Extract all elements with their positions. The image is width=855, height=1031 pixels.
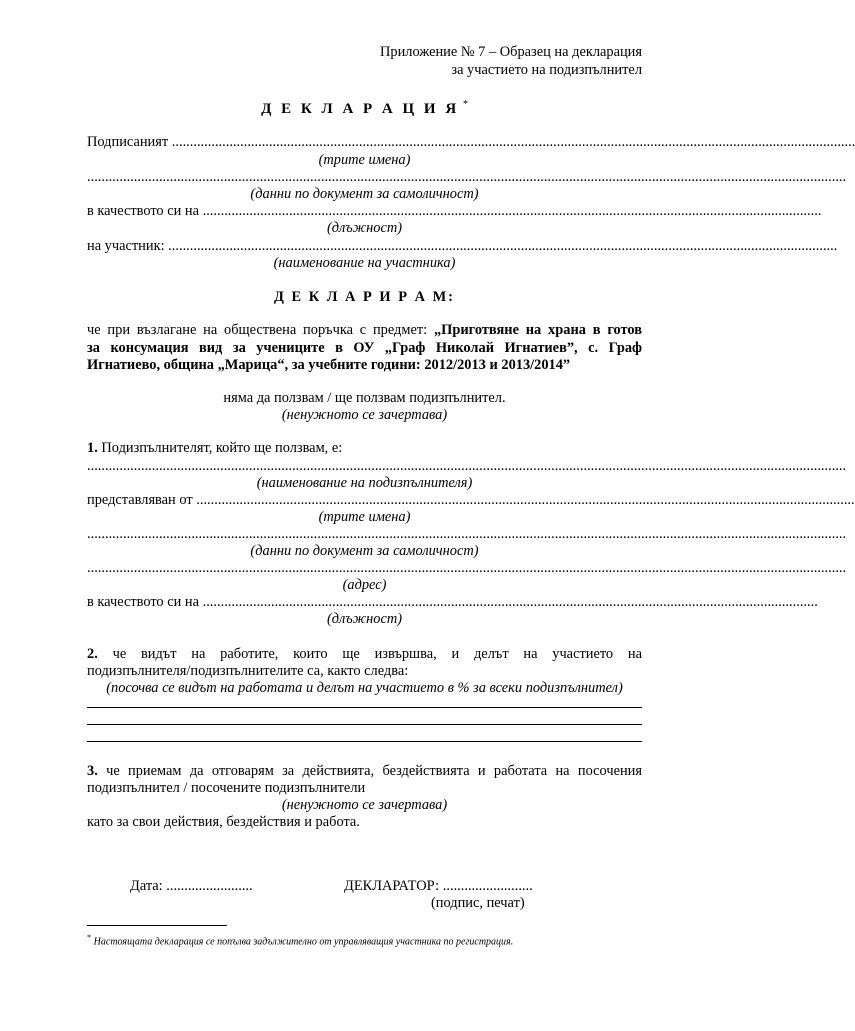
item1-heading bbox=[87, 440, 342, 457]
participant-line: на участник: .......................................................................................................................................................................................... bbox=[87, 238, 838, 254]
item3-number: 3. bbox=[87, 763, 98, 779]
date-field: Дата: ........................ bbox=[130, 878, 253, 894]
item3-line3: като за свои действия, бездействия и работа. bbox=[87, 814, 360, 830]
procurement-subject: „Приготвяне на храна в готов bbox=[433, 322, 642, 338]
procurement-line2: за консумация вид за учениците в ОУ „Граф Николай Игнатиев”, с. Граф bbox=[87, 340, 642, 356]
address-line: ................................................................................................................................................................................................................... bbox=[87, 560, 847, 576]
represented-names-hint: (трите имена) bbox=[318, 509, 411, 525]
declarant-field: ДЕКЛАРАТОР: ......................... bbox=[344, 878, 533, 894]
subcontractor-position-hint: (длъжност) bbox=[326, 611, 403, 627]
id-hint: (данни по документ за самоличност) bbox=[250, 186, 479, 202]
item1-text: Подизпълнителят, който ще ползвам, е: bbox=[101, 440, 343, 456]
subcontractor-id-hint: (данни по документ за самоличност) bbox=[250, 543, 479, 559]
procurement-line1 bbox=[87, 322, 642, 339]
sign-hint: (подпис, печат) bbox=[431, 895, 525, 911]
participant-hint: (наименование на участника) bbox=[273, 255, 456, 271]
annex-header-line1: Приложение № 7 – Образец на декларация bbox=[380, 44, 642, 60]
capacity-label: в качеството си на bbox=[87, 203, 200, 219]
answer-line-1 bbox=[87, 707, 642, 708]
item3-line1: 3. че приемам да отговарям за действията, бездействията и работата на посочения bbox=[87, 763, 642, 779]
procurement-line3: Игнатиево, община „Марица“, за учебните години: 2012/2013 и 2013/2014” bbox=[87, 357, 571, 373]
procurement-lead: че при възлагане на обществена поръчка с предмет: bbox=[87, 322, 428, 338]
item3-hint: (ненужното се зачертава) bbox=[281, 797, 448, 813]
subcontractor-capacity-line: в качеството си на ........................................................................................................................................................................... bbox=[87, 594, 818, 610]
item2-line2: подизпълнителя/подизпълнителите са, както следва: bbox=[87, 663, 409, 679]
item1-number: 1. bbox=[87, 440, 98, 456]
document-title bbox=[87, 99, 642, 118]
annex-header-line2: за участието на подизпълнител bbox=[451, 62, 642, 78]
footnote-mark: * bbox=[87, 933, 92, 942]
answer-line-3 bbox=[87, 741, 642, 742]
participant-label: на участник: bbox=[87, 238, 165, 254]
item2-number: 2. bbox=[87, 646, 98, 662]
answer-line-2 bbox=[87, 724, 642, 725]
id-line: ................................................................................................................................................................................................................... bbox=[87, 169, 847, 185]
position-hint: (длъжност) bbox=[326, 220, 403, 236]
title-footnote-mark: * bbox=[462, 99, 468, 110]
names-hint: (трите имена) bbox=[318, 152, 411, 168]
item2-line1: 2. че видът на работите, които ще извършва, и делът на участието на bbox=[87, 646, 642, 662]
footnote-text: Настоящата декларация се попълва задължително от управляващия участника по регистрация. bbox=[93, 936, 514, 948]
title-text: Д Е К Л А Р А Ц И Я bbox=[261, 101, 460, 117]
item2-hint: (посочва се видът на работата и делът на участието в % за всеки подизпълнител) bbox=[106, 680, 623, 696]
choice-hint: (ненужното се зачертава) bbox=[281, 407, 448, 423]
signed-label: Подписаният bbox=[87, 134, 169, 150]
footnote-rule bbox=[87, 925, 227, 926]
item3-line2: подизпълнител / посочените подизпълнители bbox=[87, 780, 366, 796]
declare-title: Д Е К Л А Р И Р А М: bbox=[274, 289, 455, 305]
footnote bbox=[87, 932, 513, 948]
subcontractor-capacity-label: в качеството си на bbox=[87, 594, 200, 610]
capacity-line: в качеството си на ............................................................................................................................................................................ bbox=[87, 203, 822, 219]
represented-line: представляван от ....................................................................................................................................................................................... bbox=[87, 492, 855, 508]
subcontractor-id-line: ................................................................................................................................................................................................................... bbox=[87, 526, 847, 542]
choice-text: няма да ползвам / ще ползвам подизпълнител. bbox=[223, 390, 506, 406]
address-hint: (адрес) bbox=[342, 577, 387, 593]
subcontractor-name-hint: (наименование на подизпълнителя) bbox=[256, 475, 473, 491]
represented-label: представляван от bbox=[87, 492, 193, 508]
subcontractor-name-line: ................................................................................................................................................................................................................... bbox=[87, 458, 847, 474]
signed-line: Подписаният .............................................................................................................................................................................................. bbox=[87, 134, 855, 150]
